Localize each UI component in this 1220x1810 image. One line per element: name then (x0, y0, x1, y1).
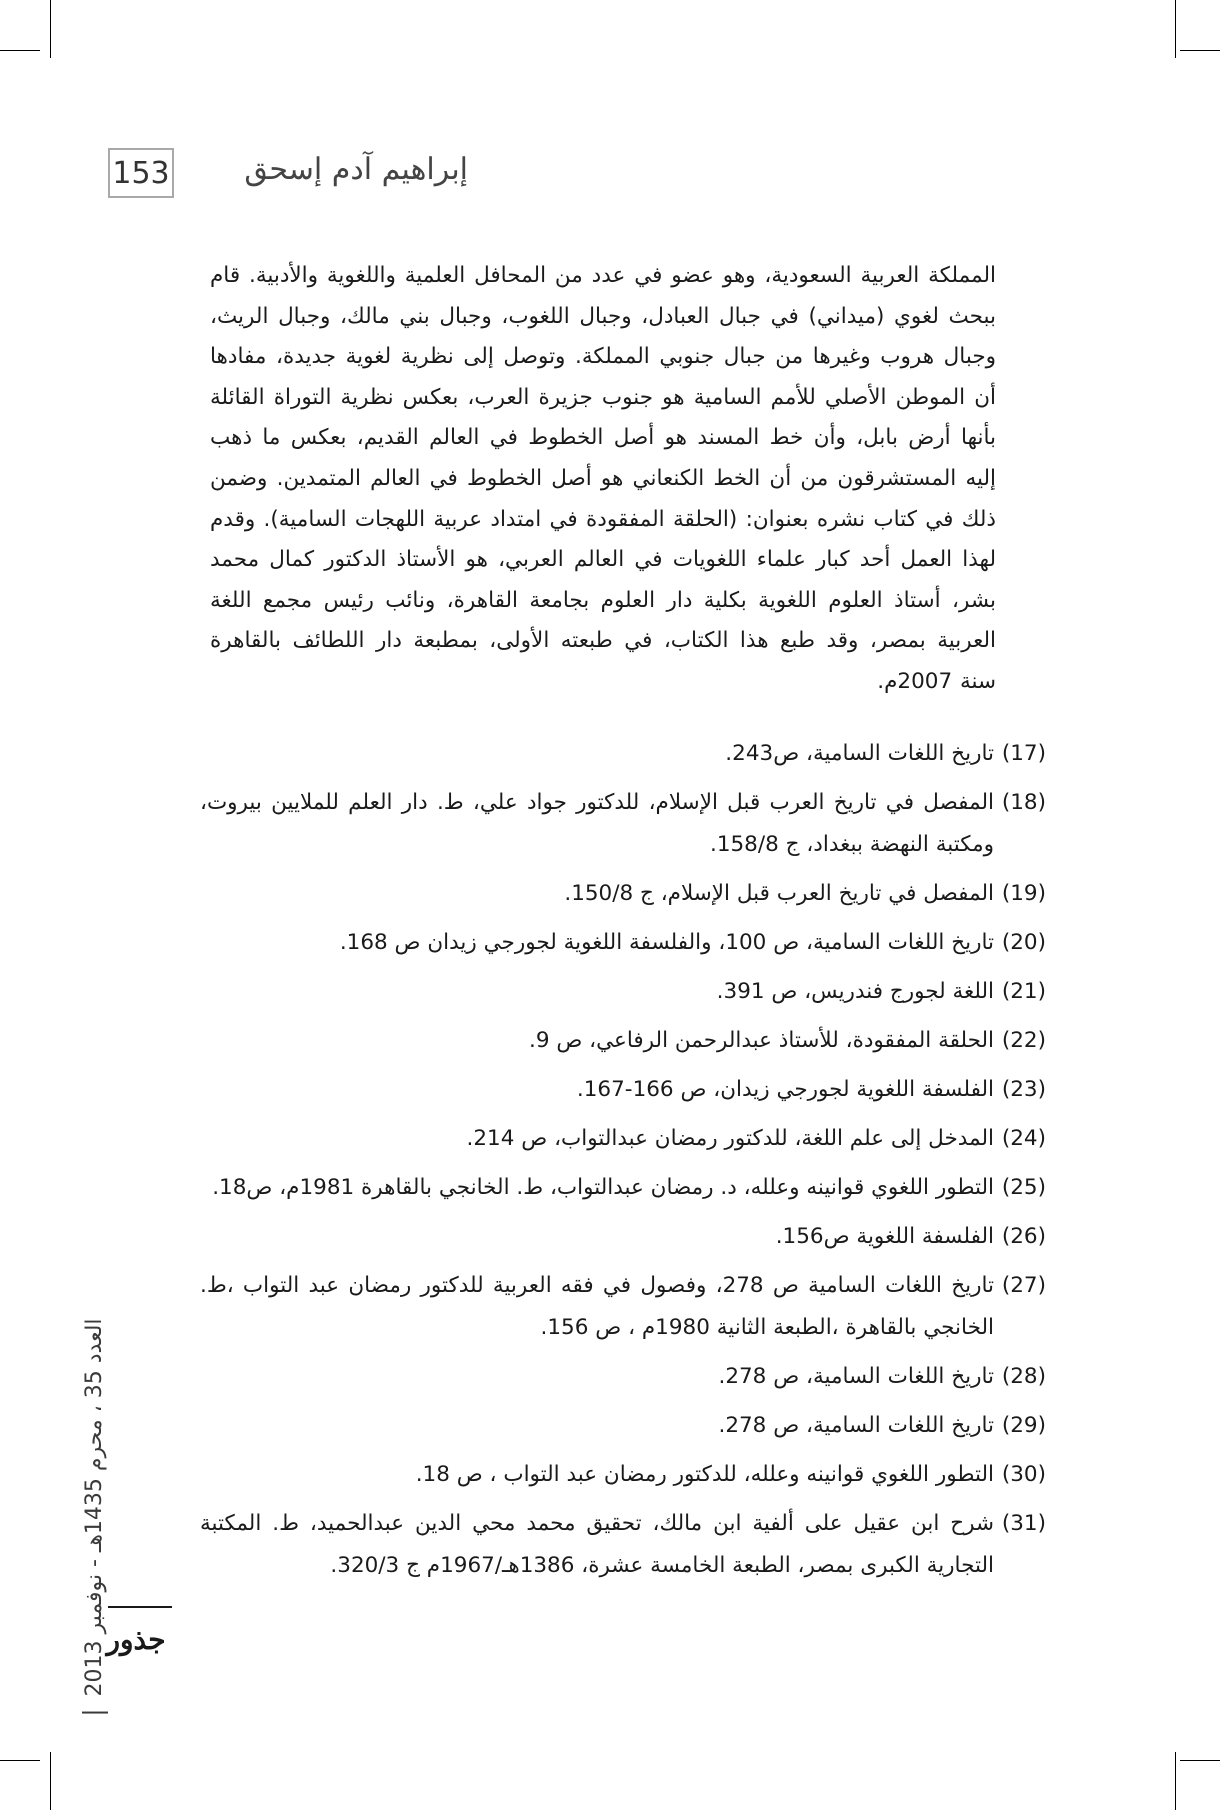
journal-logo: جذور (106, 1623, 166, 1656)
endnote-number: (18) (1001, 790, 1046, 815)
endnote-text: المفصل في تاريخ العرب قبل الإسلام، للدكتور جواد علي، ط. دار العلم للملايين بيروت، ومكتبة النهضة ببغداد، ج 158/8. (200, 790, 994, 857)
issue-text: العدد 35 ، محرم 1435هـ - نوفمبر (82, 1318, 107, 1634)
crop-mark (0, 1760, 40, 1761)
endnote-item (200, 1167, 1046, 1209)
running-header (108, 148, 468, 200)
endnote-text: المفصل في تاريخ العرب قبل الإسلام، ج 150/8. (564, 881, 994, 906)
endnote-item (200, 1216, 1046, 1258)
crop-mark (1175, 1752, 1176, 1810)
endnote-text: شرح ابن عقيل على ألفية ابن مالك، تحقيق محمد محي الدين عبدالحميد، ط. المكتبة التجارية الكبرى بمصر، الطبعة الخامسة عشرة، 1386هـ/1967م ج 320/3. (200, 1511, 994, 1578)
endnote-number: (22) (1001, 1028, 1046, 1053)
endnote-number: (29) (1001, 1413, 1046, 1438)
endnote-number: (23) (1001, 1077, 1046, 1102)
endnote-number: (24) (1001, 1126, 1046, 1151)
endnote-item (200, 1454, 1046, 1496)
endnote-item (200, 1118, 1046, 1160)
crop-mark (1175, 0, 1176, 58)
separator (82, 1712, 108, 1714)
endnotes-list (200, 733, 1046, 1594)
endnote-number: (31) (1001, 1511, 1046, 1536)
endnote-text: التطور اللغوي قوانينه وعلله، د. رمضان عبدالتواب، ط. الخانجي بالقاهرة 1981م، ص18. (212, 1175, 994, 1200)
endnote-number: (17) (1001, 741, 1046, 766)
body-paragraph: المملكة العربية السعودية، وهو عضو في عدد من المحافل العلمية واللغوية والأدبية. قام ببحث لغوي (ميداني) في جبال العبادل، وجبال اللغوب، وجبال بني مالك، وجبال الريث، وجبال هروب وغيرها من جبال جنوبي المملكة. وتوصل إلى نظرية لغوية جديدة، مفادها أن الموطن الأصلي للأمم السامية هو جنوب جزيرة العرب، بعكس نظرية التوراة القائلة بأنها أرض بابل، وأن خط المسند هو أصل الخطوط في العالم القديم، بعكس ما ذهب إليه المستشرقون من أن الخط الكنعاني هو أصل الخطوط في العالم المتمدين. وضمن ذلك في كتاب نشره بعنوان: (الحلقة المفقودة في امتداد عربية اللهجات السامية). وقدم لهذا العمل أحد كبار علماء اللغويات في العالم العربي، هو الأستاذ الدكتور كمال محمد بشر، أستاذ العلوم اللغوية بكلية دار العلوم بجامعة القاهرة، ونائب رئيس مجمع اللغة العربية بمصر، وقد طبع هذا الكتاب، في طبعته الأولى، بمطبعة دار اللطائف بالقاهرة سنة 2007م. (210, 263, 996, 694)
endnote-item (200, 971, 1046, 1013)
endnote-number: (25) (1001, 1175, 1046, 1200)
endnote-text: تاريخ اللغات السامية، ص 278. (718, 1413, 994, 1438)
endnote-text: اللغة لجورج فندريس، ص 391. (716, 979, 994, 1004)
endnote-number: (26) (1001, 1224, 1046, 1249)
endnote-item (200, 922, 1046, 964)
endnote-number: (19) (1001, 881, 1046, 906)
endnote-text: الحلقة المفقودة، للأستاذ عبدالرحمن الرفاعي، ص 9. (528, 1028, 994, 1053)
endnote-number: (21) (1001, 979, 1046, 1004)
page-number: 153 (108, 148, 174, 198)
endnote-text: تاريخ اللغات السامية، ص 100، والفلسفة اللغوية لجورجي زيدان ص 168. (339, 930, 994, 955)
divider (108, 1606, 172, 1608)
endnote-item (200, 1405, 1046, 1447)
endnote-item (200, 873, 1046, 915)
crop-mark (1180, 1760, 1220, 1761)
endnote-item (200, 1356, 1046, 1398)
running-header-author: إبراهيم آدم إسحق (244, 152, 468, 187)
endnote-number: (28) (1001, 1364, 1046, 1389)
endnote-number: (20) (1001, 930, 1046, 955)
endnote-item (200, 1503, 1046, 1587)
issue-year: 2013 (82, 1640, 107, 1697)
crop-mark (0, 50, 40, 51)
endnote-text: التطور اللغوي قوانينه وعلله، للدكتور رمضان عبد التواب ، ص 18. (415, 1462, 994, 1487)
endnote-item (200, 733, 1046, 775)
endnote-item (200, 1020, 1046, 1062)
endnote-text: الفلسفة اللغوية ص156. (775, 1224, 994, 1249)
endnote-number: (30) (1001, 1462, 1046, 1487)
endnote-item (200, 1069, 1046, 1111)
crop-mark (50, 1752, 51, 1810)
endnote-text: تاريخ اللغات السامية، ص243. (725, 741, 994, 766)
endnote-text: المدخل إلى علم اللغة، للدكتور رمضان عبدالتواب، ص 214. (466, 1126, 994, 1151)
crop-mark (50, 0, 51, 58)
endnote-text: تاريخ اللغات السامية، ص 278. (718, 1364, 994, 1389)
endnote-item (200, 782, 1046, 866)
crop-mark (1180, 50, 1220, 51)
endnote-number: (27) (1001, 1273, 1046, 1298)
endnote-item (200, 1265, 1046, 1349)
endnote-text: تاريخ اللغات السامية ص 278، وفصول في فقه العربية للدكتور رمضان عبد التواب ،ط. الخانجي بالقاهرة ،الطبعة الثانية 1980م ، ص 156. (200, 1273, 994, 1340)
endnote-text: الفلسفة اللغوية لجورجي زيدان، ص 166-167. (576, 1077, 994, 1102)
